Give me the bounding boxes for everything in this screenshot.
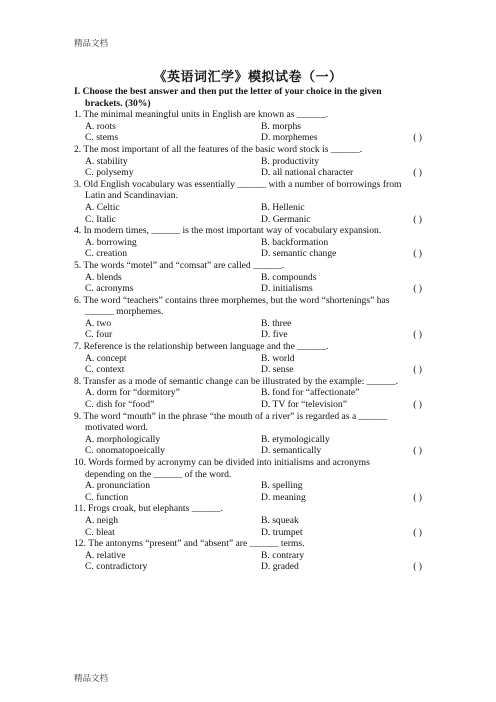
question-stem [74,260,422,272]
answer-option[interactable]: D. semantic change [261,248,337,260]
answer-bracket[interactable]: ( ) [413,364,422,376]
question-3 [74,179,422,225]
section-instruction [74,86,422,109]
option-row [74,550,422,562]
question-text-line: 10. Words formed by acronymy can be divided into initialisms and acronyms [74,457,370,468]
option-row [74,272,422,284]
answer-option[interactable]: C. bleat [85,526,115,538]
option-row [74,214,422,226]
answer-option[interactable]: C. acronyms [85,283,134,295]
answer-bracket[interactable]: ( ) [413,526,422,538]
answer-option[interactable]: D. initialisms [261,283,313,295]
option-row [74,237,422,249]
question-2 [74,144,422,179]
question-text-line: 5. The words “motel” and “comsat” are called ______. [74,259,285,271]
question-text-line: 12. The antonyms “present” and “absent” are ______ terms. [74,538,305,550]
answer-bracket[interactable]: ( ) [413,491,422,503]
option-row [74,202,422,214]
option-row [74,121,422,133]
answer-option[interactable]: D. trumpet [261,526,303,538]
question-text-line: 8. Transfer as a mode of semantic change can be illustrated by the example: ______. [74,375,398,387]
answer-option[interactable]: D. five [261,329,288,341]
option-row [74,364,422,376]
option-row [74,492,422,504]
answer-bracket[interactable]: ( ) [413,213,422,225]
answer-bracket[interactable]: ( ) [413,445,422,457]
question-6 [74,295,422,341]
option-row [74,445,422,457]
question-stem [74,144,422,156]
option-row [74,329,422,341]
answer-bracket[interactable]: ( ) [413,167,422,179]
answer-option[interactable]: B. fond for “affectionate” [261,387,360,399]
question-4 [74,225,422,260]
question-10 [74,457,422,503]
answer-option[interactable]: C. four [85,329,113,341]
answer-option[interactable]: A. borrowing [85,236,137,248]
question-text-line: ______ morphemes. [85,306,164,318]
question-text-line: depending on the ______ of the word. [85,468,232,480]
answer-option[interactable]: A. relative [85,549,126,561]
answer-option[interactable]: D. graded [261,561,299,573]
answer-option[interactable]: B. etymologically [261,433,330,445]
question-list [74,109,422,573]
question-text-line: 3. Old English vocabulary was essentially ______ with a number of borrowings from [74,178,402,190]
exam-content [74,86,422,573]
answer-option[interactable]: B. world [261,352,295,364]
question-text-line: 6. The word “teachers” contains three morphemes, but the word “shortenings” has [74,294,390,306]
question-text-line: Latin and Scandinavian. [85,190,178,202]
answer-option[interactable]: A. morphologically [85,433,161,445]
question-text-line: 4. In modern times, ______ is the most important way of vocabulary expansion. [74,225,382,237]
option-row [74,132,422,144]
answer-option[interactable]: B. spelling [261,480,303,492]
question-text-line: 7. Reference is the relationship between language and the ______. [74,341,329,353]
answer-option[interactable]: C. function [85,491,129,503]
answer-option[interactable]: C. Italic [85,213,116,225]
option-row [74,434,422,446]
page-header-note: 精品文档 [74,39,109,49]
answer-option[interactable]: D. semantically [261,445,322,457]
answer-option[interactable]: C. onomatopoeically [85,445,165,457]
answer-option[interactable]: B. morphs [261,120,301,132]
option-row [74,387,422,399]
answer-option[interactable]: A. roots [85,120,116,132]
answer-option[interactable]: A. two [85,317,112,329]
answer-option[interactable]: C. dish for “food” [85,399,155,411]
question-8 [74,376,422,411]
question-text-line: 1. The minimal meaningful units in English are known as ______. [74,109,329,121]
answer-option[interactable]: A. blends [85,271,122,283]
option-row [74,318,422,330]
answer-option[interactable]: D. sense [261,364,294,376]
answer-bracket[interactable]: ( ) [413,329,422,341]
question-text-line: motivated word. [85,422,148,434]
question-11 [74,503,422,538]
answer-option[interactable]: D. TV for “television” [261,399,347,411]
question-stem [74,295,422,318]
answer-option[interactable]: B. three [261,317,292,329]
answer-option[interactable]: D. Germanic [261,213,311,225]
answer-option[interactable]: D. morphemes [261,132,318,144]
answer-option[interactable]: A. pronunciation [85,480,151,492]
answer-option[interactable]: A. stability [85,155,128,167]
answer-bracket[interactable]: ( ) [413,248,422,260]
answer-option[interactable]: B. backformation [261,236,329,248]
answer-option[interactable]: A. concept [85,352,127,364]
option-row [74,167,422,179]
answer-bracket[interactable]: ( ) [413,283,422,295]
question-12 [74,538,422,573]
question-stem [74,341,422,353]
answer-option[interactable]: C. creation [85,248,128,260]
question-5 [74,260,422,295]
answer-bracket[interactable]: ( ) [413,399,422,411]
exam-title: 《英语词汇学》模拟试卷（一） [153,70,343,85]
answer-option[interactable]: C. stems [85,132,119,144]
answer-option[interactable]: B. contrary [261,549,305,561]
answer-option[interactable]: A. dorm for “dormitory” [85,387,180,399]
question-stem [74,538,422,550]
option-row [74,353,422,365]
question-stem [74,376,422,388]
option-row [74,283,422,295]
answer-bracket[interactable]: ( ) [413,132,422,144]
instruction-line-2: brackets. (30%) [85,97,151,109]
page-footer-note: 精品文档 [74,674,109,684]
instruction-line-1: I. Choose the best answer and then put the letter of your choice in the given [74,86,382,97]
question-stem [74,179,422,202]
question-stem [74,503,422,515]
option-row [74,515,422,527]
question-text-line: 2. The most important of all the features of the basic word stock is ______. [74,143,363,155]
answer-option[interactable]: B. Hellenic [261,201,305,213]
answer-option[interactable]: D. all national character [261,167,354,179]
question-stem [74,457,422,480]
option-row [74,527,422,539]
answer-option[interactable]: A. Celtic [85,201,120,213]
answer-option[interactable]: B. compounds [261,271,317,283]
question-9 [74,411,422,457]
question-stem [74,411,422,434]
answer-option[interactable]: C. context [85,364,125,376]
option-row [74,248,422,260]
question-stem [74,225,422,237]
option-row [74,561,422,573]
question-7 [74,341,422,376]
answer-option[interactable]: A. neigh [85,514,119,526]
answer-option[interactable]: C. contradictory [85,561,148,573]
option-row [74,480,422,492]
option-row [74,156,422,168]
answer-option[interactable]: C. polysemy [85,167,134,179]
question-stem [74,109,422,121]
question-1 [74,109,422,144]
answer-option[interactable]: B. productivity [261,155,320,167]
option-row [74,399,422,411]
question-text-line: 9. The word “mouth” in the phrase “the mouth of a river” is regarded as a ______ [74,410,388,422]
answer-option[interactable]: D. meaning [261,491,306,503]
question-text-line: 11. Frogs croak, but elephants ______. [74,503,223,515]
answer-bracket[interactable]: ( ) [413,561,422,573]
answer-option[interactable]: B. squeak [261,514,299,526]
